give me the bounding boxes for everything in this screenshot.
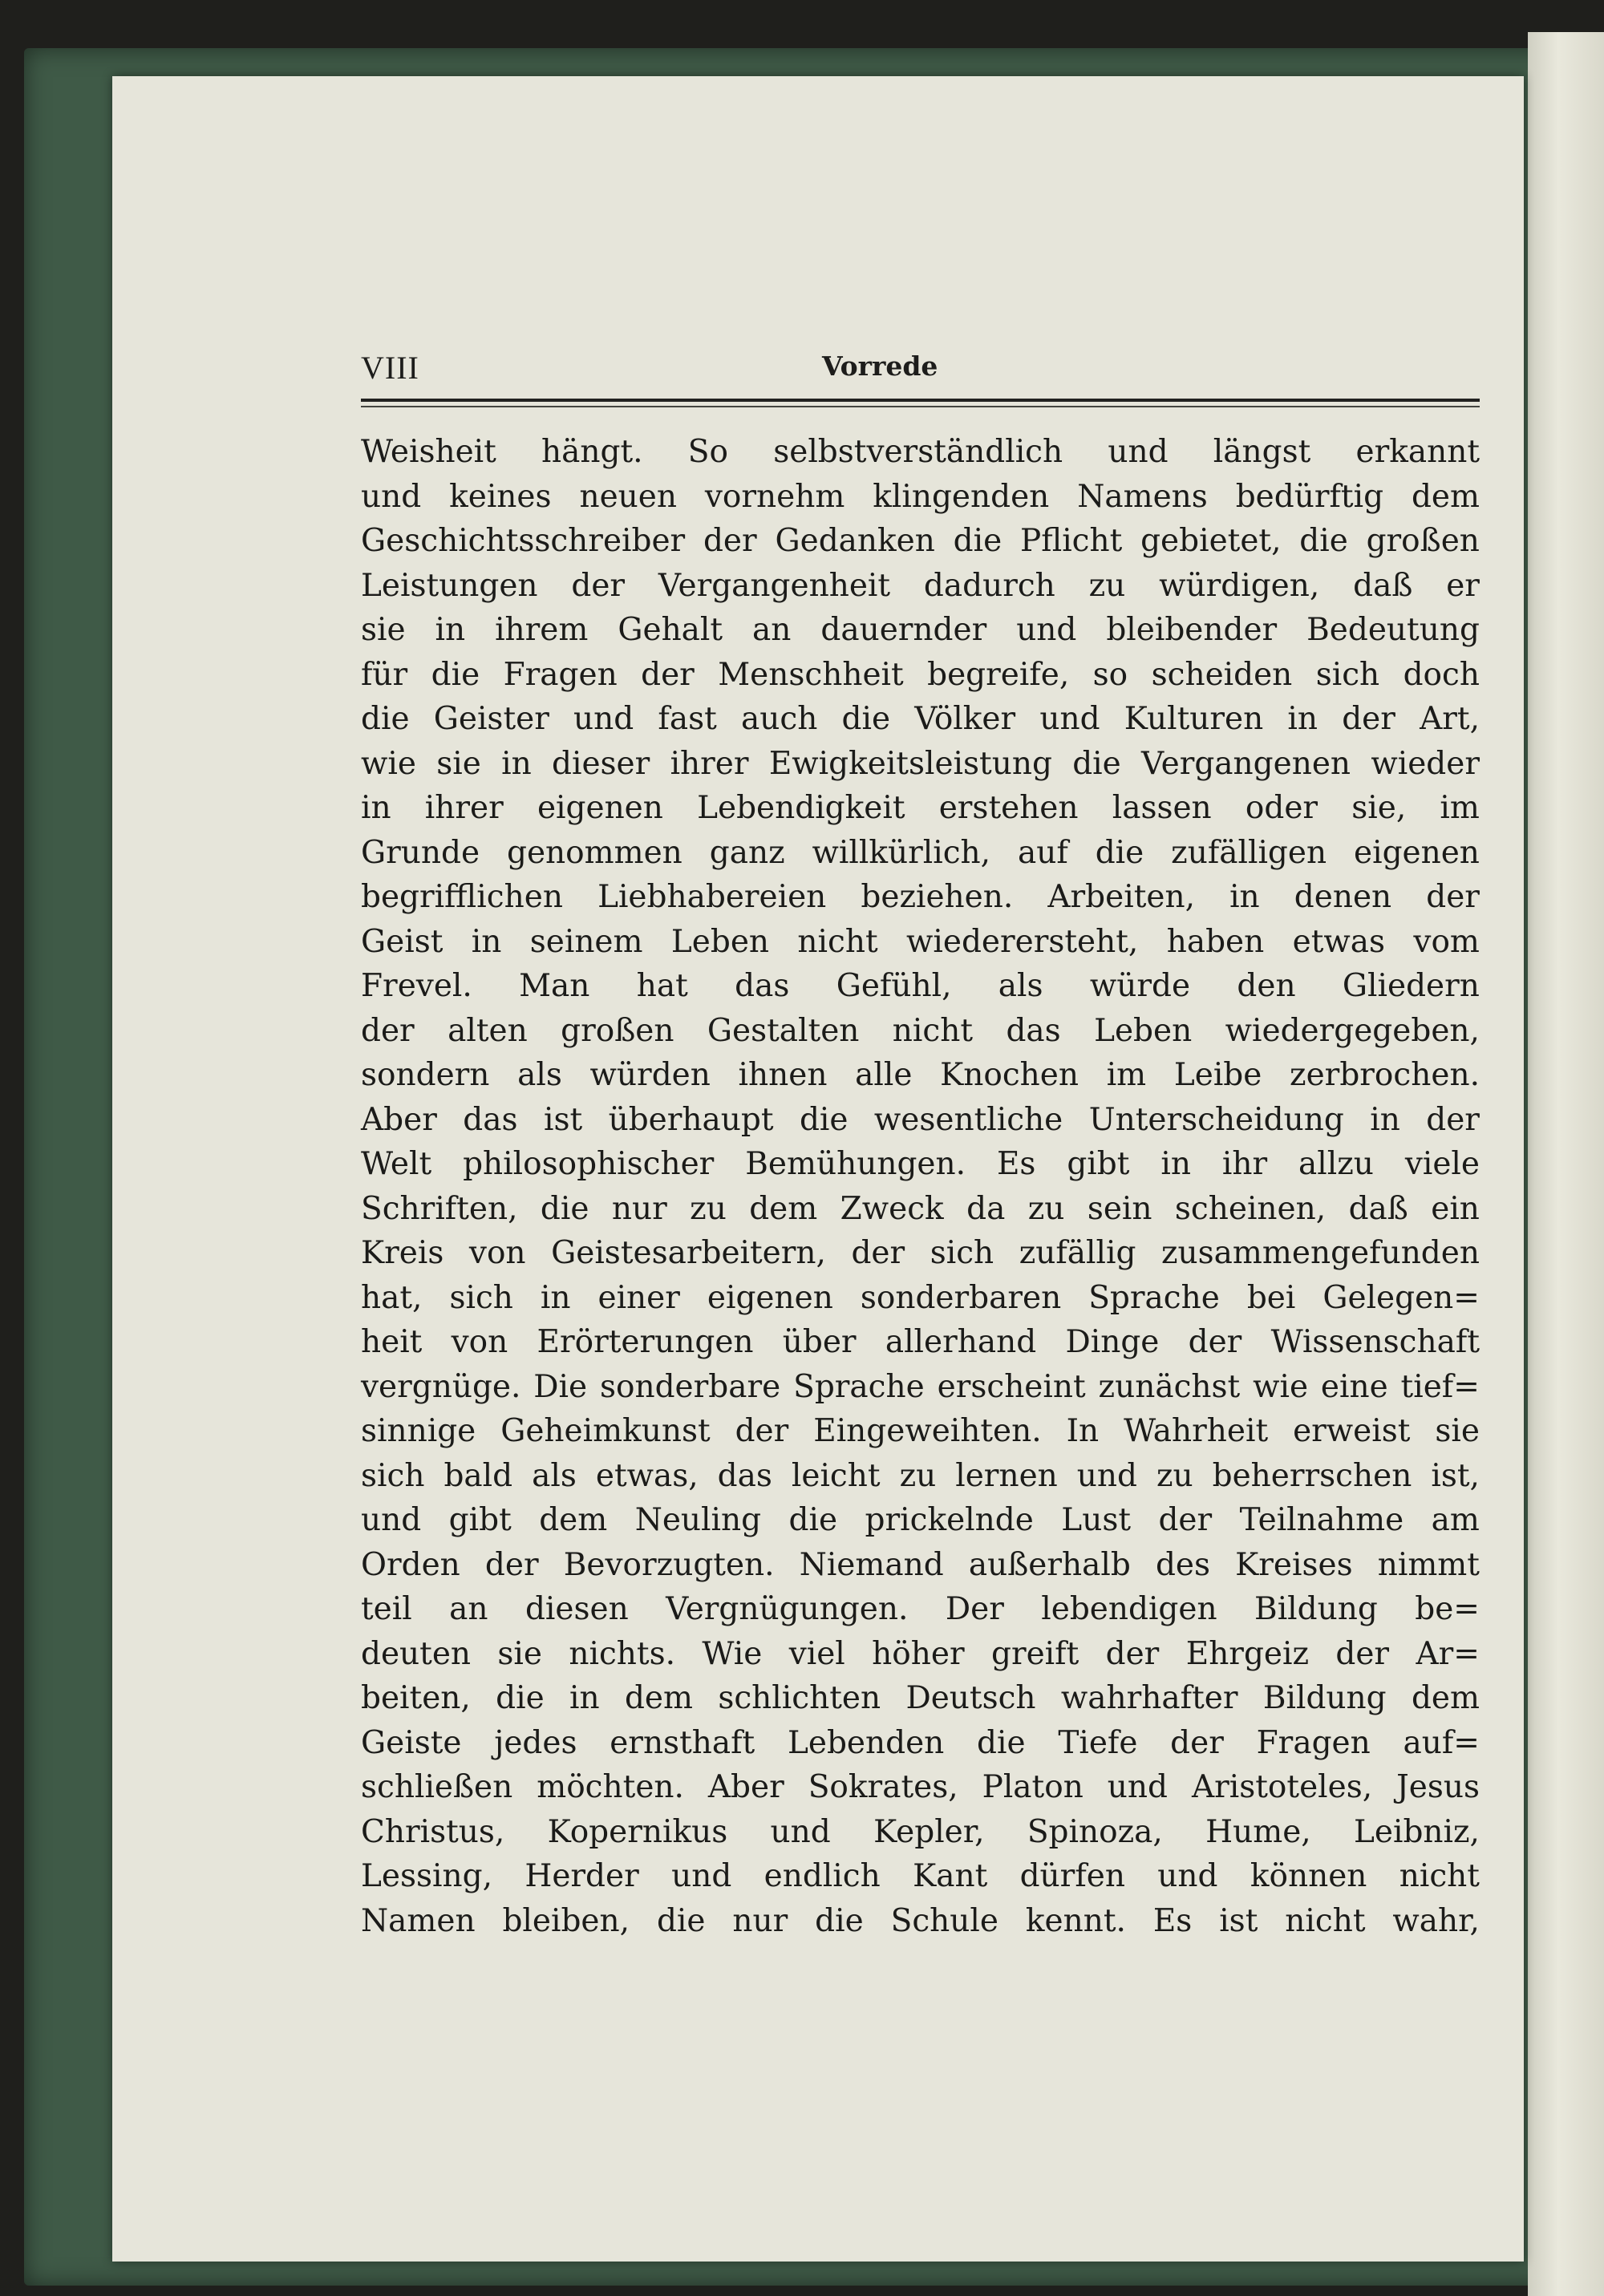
text-line: vergnüge. Die sonderbare Sprache erscheint zunächst wie eine tief= (361, 1368, 1480, 1405)
text-line: wie sie in dieser ihrer Ewigkeitsleistung die Vergangenen wieder (361, 745, 1480, 782)
text-line: und gibt dem Neuling die prickelnde Lust der Teilnahme am (361, 1502, 1480, 1538)
text-line: Orden der Bevorzugten. Niemand außerhalb des Kreises nimmt (361, 1546, 1480, 1583)
text-line: begrifflichen Liebhabereien beziehen. Arbeiten, in denen der (361, 879, 1480, 915)
header-rule-thick (361, 399, 1480, 402)
text-line: Frevel. Man hat das Gefühl, als würde den Gliedern (361, 968, 1480, 1004)
text-line: Welt philosophischer Bemühungen. Es gibt in ihr allzu viele (361, 1146, 1480, 1182)
book-page (112, 76, 1524, 2262)
page-header (361, 349, 1480, 386)
running-title: Vorrede (822, 350, 938, 382)
text-line: Leistungen der Vergangenheit dadurch zu würdigen, daß er (361, 567, 1480, 604)
text-line: Aber das ist überhaupt die wesentliche Unterscheidung in der (361, 1101, 1480, 1138)
text-line: Weisheit hängt. So selbstverständlich und längst erkannt (361, 434, 1480, 470)
text-line: Christus, Kopernikus und Kepler, Spinoza, Hume, Leibniz, (361, 1813, 1480, 1850)
text-line: sinnige Geheimkunst der Eingeweihten. In Wahrheit erweist sie (361, 1413, 1480, 1449)
body-text (361, 430, 1480, 1943)
text-line: heit von Erörterungen über allerhand Dinge der Wissenschaft (361, 1324, 1480, 1360)
text-line: sich bald als etwas, das leicht zu lernen und zu beherrschen ist, (361, 1457, 1480, 1494)
text-line: Lessing, Herder und endlich Kant dürfen und können nicht (361, 1858, 1480, 1894)
text-line: Grunde genommen ganz willkürlich, auf die zufälligen eigenen (361, 834, 1480, 871)
text-line: teil an diesen Vergnügungen. Der lebendigen Bildung be= (361, 1591, 1480, 1627)
text-line: beiten, die in dem schlichten Deutsch wahrhafter Bildung dem (361, 1680, 1480, 1716)
text-line: der alten großen Gestalten nicht das Leben wiedergegeben, (361, 1012, 1480, 1049)
text-line: Geist in seinem Leben nicht wiederersteht, haben etwas vom (361, 923, 1480, 960)
page-number: VIII (361, 350, 419, 386)
text-line: für die Fragen der Menschheit begreife, so scheiden sich doch (361, 656, 1480, 693)
text-line: hat, sich in einer eigenen sonderbaren Sprache bei Gelegen= (361, 1279, 1480, 1316)
text-line: in ihrer eigenen Lebendigkeit erstehen lassen oder sie, im (361, 790, 1480, 826)
page-block-edge (1528, 32, 1604, 2296)
text-line: und keines neuen vornehm klingenden Namens bedürftig dem (361, 478, 1480, 515)
text-line: Namen bleiben, die nur die Schule kennt. Es ist nicht wahr, (361, 1902, 1480, 1939)
text-line: deuten sie nichts. Wie viel höher greift der Ehrgeiz der Ar= (361, 1635, 1480, 1672)
header-rule-thin (361, 406, 1480, 407)
text-line: Geschichtsschreiber der Gedanken die Pflicht gebietet, die großen (361, 523, 1480, 559)
text-line: schließen möchten. Aber Sokrates, Platon und Aristoteles, Jesus (361, 1769, 1480, 1805)
text-line: Kreis von Geistesarbeitern, der sich zufällig zusammengefunden (361, 1235, 1480, 1271)
text-line: Schriften, die nur zu dem Zweck da zu sein scheinen, daß ein (361, 1190, 1480, 1227)
page-content (361, 349, 1480, 1943)
text-line: die Geister und fast auch die Völker und Kulturen in der Art, (361, 701, 1480, 737)
text-line: Geiste jedes ernsthaft Lebenden die Tiefe der Fragen auf= (361, 1724, 1480, 1761)
text-line: sie in ihrem Gehalt an dauernder und bleibender Bedeutung (361, 612, 1480, 648)
text-line: sondern als würden ihnen alle Knochen im Leibe zerbrochen. (361, 1057, 1480, 1093)
